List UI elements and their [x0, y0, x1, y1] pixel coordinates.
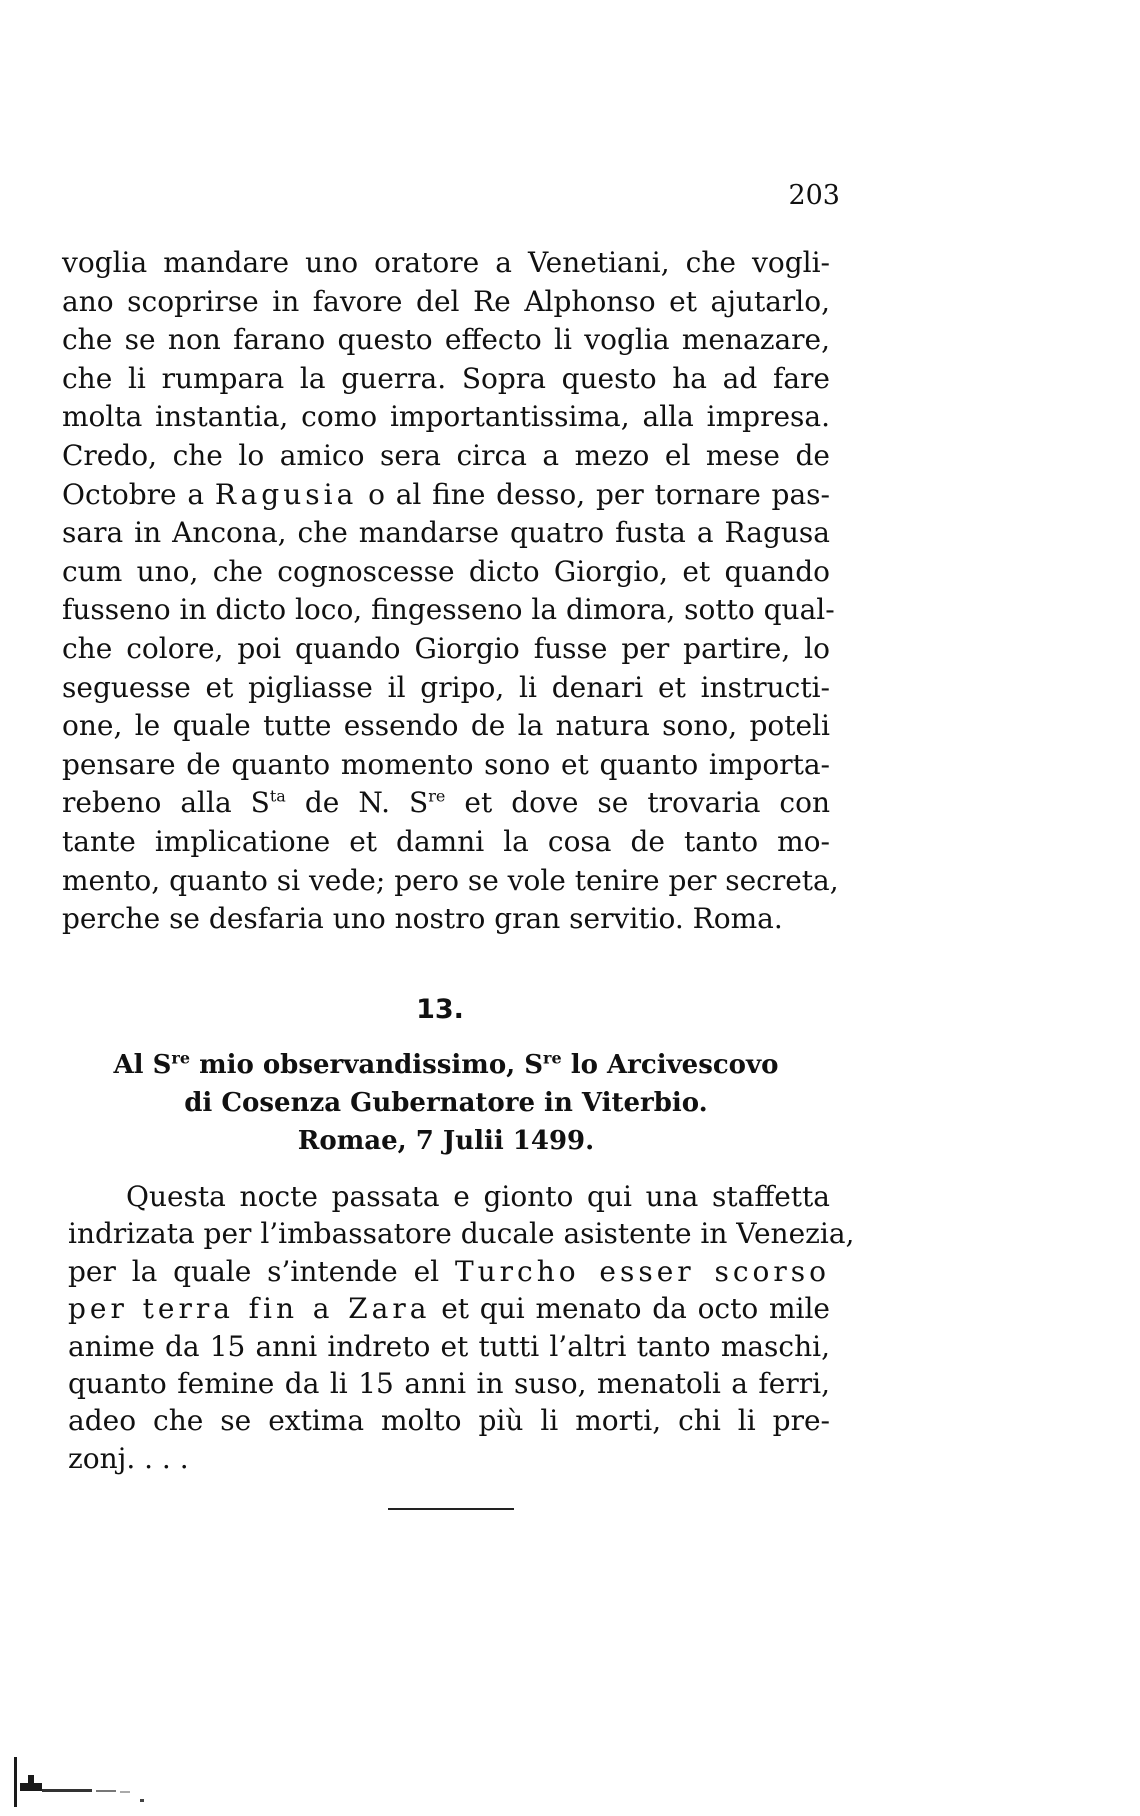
scan-artifact-mark [8, 1755, 158, 1815]
letter-heading [62, 1046, 830, 1160]
spaced-place-name: Ragusia [214, 477, 358, 511]
text-line: fusseno in dicto loco, fingesseno la dimora, sotto qual- [62, 593, 835, 627]
text-line: cum uno, che cognoscesse dicto Giorgio, et quando [62, 554, 830, 588]
text-line: indrizata per l’imbassatore ducale asistente in Venezia, [68, 1217, 855, 1251]
text-line: molta instantia, como importantissima, alla impresa. [62, 400, 830, 434]
text-line: rebeno alla $S^{ta}$ de N. $S^{re}$ et dove se trovaria con [62, 786, 831, 820]
text-line: Credo, che lo amico sera circa a mezo el mese de [62, 438, 830, 472]
text-line: adeo che se extima molto più li morti, chi li pre- [68, 1404, 830, 1438]
text-line: voglia mandare uno oratore a Venetiani, che vogli- [62, 246, 830, 279]
heading-date-line: Romae, 7 Julii 1499. [297, 1126, 595, 1156]
heading-line: di Cosenza Gubernatore in Viterbio. [184, 1088, 708, 1118]
text-line: one, le quale tutte essendo de la natura sono, poteli [62, 709, 830, 743]
text-line: tante implicatione et damni la cosa de tanto mo- [62, 824, 830, 858]
heading-line: Al $S^{re}$ mio observandissimo, $S^{re}$ lo Arcivescovo [113, 1048, 779, 1080]
text-line: pensare de quanto momento sono et quanto importa- [62, 747, 830, 781]
text-line: ano scoprirse in favore del Re Alphonso et ajutarlo, [62, 284, 830, 318]
text-line: zonj. . . . [68, 1441, 189, 1475]
text-line: quanto femine da li 15 anni in suso, menatoli a ferri, [68, 1366, 830, 1400]
text-line: Octobre a Ragusia o al fine desso, per tornare pas- [62, 477, 830, 511]
text-line: sara in Ancona, che mandarse quatro fusta a Ragusa [62, 516, 830, 550]
page-number: 203 [788, 180, 840, 211]
text-line: perche se desfaria uno nostro gran servitio. Roma. [62, 902, 783, 936]
spaced-phrase: per terra fin a Zara [68, 1292, 431, 1326]
letter-body-paragraph [68, 1178, 855, 1477]
text-line: seguesse et pigliasse il gripo, li denari et instructi- [62, 670, 830, 704]
end-rule-divider [388, 1508, 514, 1510]
text-line: per terra fin a Zara et qui menato da octo mile [68, 1292, 830, 1326]
letter-continuation-paragraph [62, 244, 839, 939]
spaced-phrase: Turcho esser scorso [454, 1254, 831, 1288]
text-line: che li rumpara la guerra. Sopra questo ha ad fare [62, 361, 830, 395]
text-line: che se non farano questo effecto li voglia menazare, [62, 323, 830, 357]
text-line: Questa nocte passata e gionto qui una staffetta [126, 1180, 830, 1213]
text-line: mento, quanto si vede; pero se vole tenire per secreta, [62, 863, 839, 897]
text-line: per la quale s’intende el Turcho esser scorso [68, 1254, 831, 1288]
section-number: 13. [416, 994, 464, 1025]
text-line: che colore, poi quando Giorgio fusse per partire, lo [62, 631, 830, 665]
text-line: anime da 15 anni indreto et tutti l’altri tanto maschi, [68, 1329, 830, 1363]
